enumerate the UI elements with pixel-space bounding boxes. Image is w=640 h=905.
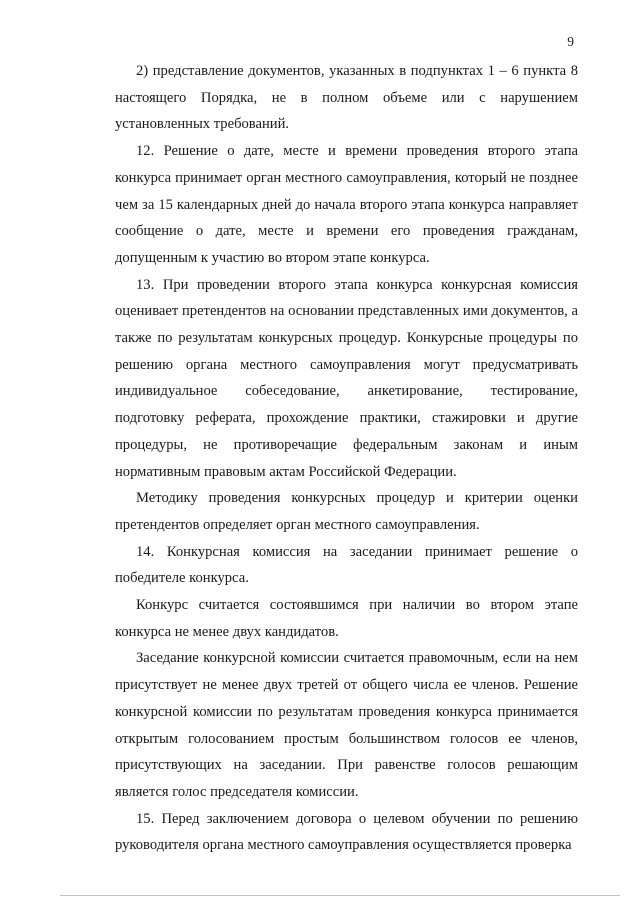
page-number: 9	[567, 34, 574, 49]
paragraph-14: 14. Конкурсная комиссия на заседании принимает решение о победителе конкурса.	[115, 543, 578, 587]
paragraph-13: 13. При проведении второго этапа конкурса конкурсная комиссия оценивает претендентов на основании представленных ими документов, а также по результатам конкурсных процедур. Конкурсные процедуры по решению органа местного самоуправления могут предусматривать индивидуальное собеседование, анкетирование, тестирование, подготовку реферата, прохождение практики, стажировки и другие процедуры, не противоречащие федеральным законам и иным нормативным правовым актам Российской Федерации.	[115, 276, 578, 480]
paragraph-15: 15. Перед заключением договора о целевом обучении по решению руководителя органа местного самоуправления осуществляется проверка	[115, 810, 578, 854]
paragraph-14-meeting-validity: Заседание конкурсной комиссии считается правомочным, если на нем присутствует не менее двух третей от общего числа ее членов. Решение конкурсной комиссии по результатам проведения конкурса принимается открытым голосованием простым большинством голосов ее членов, присутствующих на заседании. При равенстве голосов решающим является голос председателя комиссии.	[115, 650, 578, 800]
scan-edge-line	[60, 895, 620, 896]
paragraph-13-methodology: Методику проведения конкурсных процедур и критерии оценки претендентов определяет орган местного самоуправления.	[115, 490, 578, 533]
paragraph-item-2: 2) представление документов, указанных в подпунктах 1 – 6 пункта 8 настоящего Порядка, не в полном объеме или с нарушением установленных требований.	[115, 63, 578, 133]
paragraph-12: 12. Решение о дате, месте и времени проведения второго этапа конкурса принимает орган местного самоуправления, который не позднее чем за 15 календарных дней до начала второго этапа конкурса направляет сообщение о дате, месте и времени его проведения гражданам, допущенным к участию во втором этапе конкурса.	[115, 143, 578, 266]
paragraph-14-quorum-candidates: Конкурс считается состоявшимся при наличии во втором этапе конкурса не менее двух кандидатов.	[115, 597, 578, 640]
document-body	[115, 58, 578, 859]
